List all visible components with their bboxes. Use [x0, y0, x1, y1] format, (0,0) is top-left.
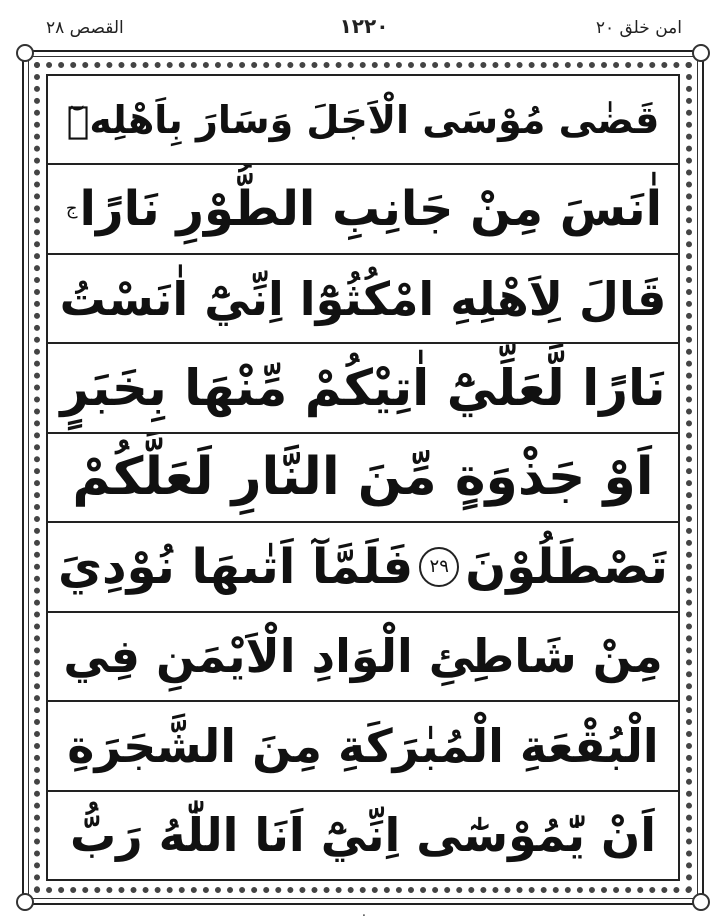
verse-text-continued: فَلَمَّآ اَتٰىهَا نُوْدِيَ: [58, 538, 414, 595]
verse-line-1: [48, 76, 678, 165]
waqf-mark: ج: [65, 198, 78, 220]
corner-ornament: [692, 44, 710, 62]
verse-line-5: [48, 434, 678, 523]
verse-text: الْبُقْعَةِ الْمُبٰرَكَةِ مِنَ الشَّجَرَةِ: [67, 718, 659, 773]
verse-line-7: [48, 613, 678, 702]
verse-text: نَارًا لَّعَلِّيْٓ اٰتِيْكُمْ مِّنْهَا بِخَبَرٍ: [60, 359, 666, 418]
verse-line-3: [48, 255, 678, 344]
verse-text: قَالَ لِاَهْلِهِ امْكُثُوْٓا اِنِّيْٓ اٰنَسْتُ: [59, 271, 667, 326]
surah-label: القصص ٢٨: [46, 18, 124, 38]
verse-text: مِنْ شَاطِئِ الْوَادِ الْاَيْمَنِ فِي: [63, 629, 663, 684]
corner-ornament: [16, 44, 34, 62]
page-number: ١٢٢٠: [339, 14, 389, 38]
page-frame: [22, 50, 704, 905]
verse-text: اٰنَسَ مِنْ جَانِبِ الطُّوْرِ نَارًا: [79, 181, 663, 238]
verse-line-9: [48, 792, 678, 879]
verse-text: قَضٰى مُوْسَى الْاَجَلَ وَسَارَ بِاَهْلِهٖٓ: [66, 97, 660, 142]
juz-label: امن خلق ٢٠: [595, 18, 682, 38]
page-header: [0, 0, 728, 52]
verse-line-6: [48, 523, 678, 612]
verse-line-4: [48, 344, 678, 433]
verse-text: اَوْ جَذْوَةٍ مِّنَ النَّارِ لَعَلَّكُمْ: [72, 447, 654, 508]
footer-mark: .: [361, 905, 367, 920]
ayah-end-marker: ٢٩: [419, 547, 459, 587]
verse-text: تَصْطَلُوْنَ: [465, 538, 668, 595]
verse-lines: [48, 76, 678, 879]
verse-line-8: [48, 702, 678, 791]
verse-line-2: [48, 165, 678, 254]
text-panel: [46, 74, 680, 881]
verse-text: اَنْ يّٰمُوْسٰٓى اِنِّيْٓ اَنَا اللّٰهُ رَبُّ: [69, 808, 657, 863]
